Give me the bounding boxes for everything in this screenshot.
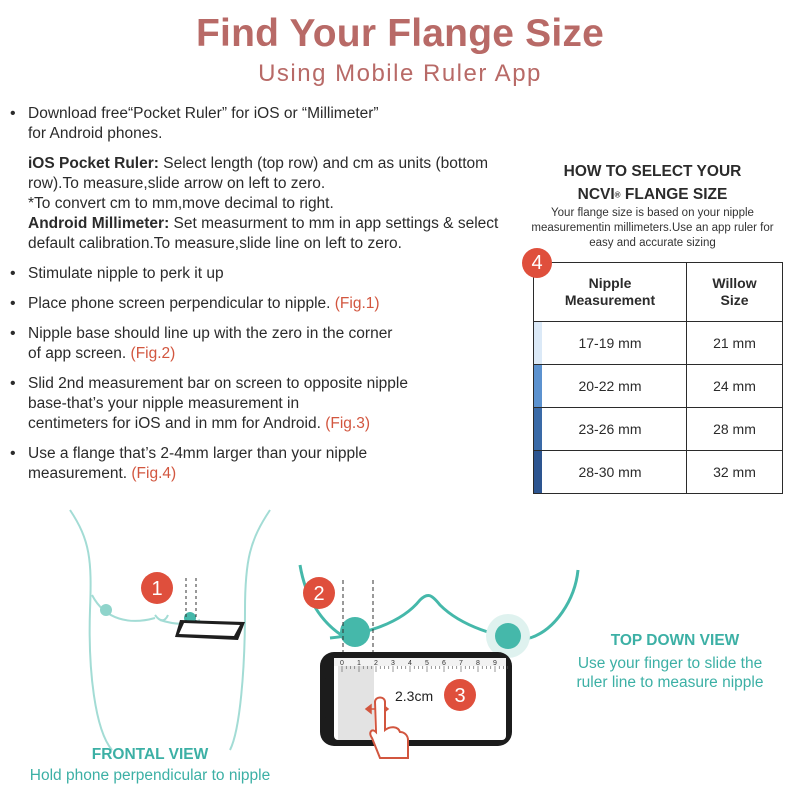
page-title: Find Your Flange Size xyxy=(196,12,604,55)
topdown-view-title: TOP DOWN VIEW xyxy=(610,632,740,649)
instruction-line-up xyxy=(10,324,515,364)
size-guide-description: Your flange size is based on your nipple measurementin millimeters.Use an app ruler for easy and accurate sizing xyxy=(531,207,774,249)
ruler-tick-label: 0 xyxy=(340,660,344,667)
ios-text: Select length (top row) and cm as units (bottom row).To measure,slide arrow on left to zero. xyxy=(28,155,489,192)
nipple-cell: 20-22 mm xyxy=(534,365,687,408)
cleavage-line xyxy=(155,615,168,620)
table-row xyxy=(534,322,783,365)
torso-left-edge xyxy=(70,510,112,750)
fig4-badge: 4 xyxy=(522,248,552,278)
size-cell: 21 mm xyxy=(687,322,783,365)
size-cell: 24 mm xyxy=(687,365,783,408)
ruler-tick-label: 5 xyxy=(425,660,429,667)
ios-note: *To convert cm to mm,move decimal to right. xyxy=(28,195,334,212)
ruler-tick-label: 7 xyxy=(459,660,463,667)
instruction-text: Nipple base should line up with the zero in the corner xyxy=(28,325,393,342)
svg-text:2: 2 xyxy=(313,583,325,605)
instruction-download xyxy=(10,104,515,144)
nipple-cell: 23-26 mm xyxy=(534,408,687,451)
fig3-badge xyxy=(444,679,476,711)
size-table xyxy=(533,262,783,494)
left-nipple xyxy=(100,604,112,616)
table-row xyxy=(534,408,783,451)
ruler-tick-label: 8 xyxy=(476,660,480,667)
instruction-slide-bar xyxy=(10,374,515,434)
nipple-cell: 17-19 mm xyxy=(534,322,687,365)
measurement-readout: 2.3cm xyxy=(395,688,434,704)
brand-name: NCVI xyxy=(577,186,615,203)
topdown-view-desc xyxy=(550,654,790,692)
instruction-text: for Android phones. xyxy=(28,125,163,142)
svg-text:1: 1 xyxy=(151,578,163,600)
registered-mark: ® xyxy=(614,190,621,200)
ios-label: iOS Pocket Ruler: xyxy=(28,155,159,172)
page-subtitle: Using Mobile Ruler App xyxy=(258,60,542,87)
android-label: Android Millimeter: xyxy=(28,215,170,232)
fig-ref: (Fig.1) xyxy=(334,295,380,312)
ruler-tick-label: 3 xyxy=(391,660,395,667)
table-row xyxy=(534,451,783,494)
fig-ref: (Fig.3) xyxy=(325,415,370,432)
nipple-cell: 28-30 mm xyxy=(534,451,687,494)
instruction-text: base-that’s your nipple measurement in xyxy=(28,395,300,412)
instruction-text: Use a flange that’s 2-4mm larger than your nipple xyxy=(28,445,368,462)
col-header-nipple: Nipple Measurement xyxy=(534,263,687,322)
instruction-app-details xyxy=(10,154,515,254)
topdown-desc-line2: ruler line to measure nipple xyxy=(576,674,764,691)
topdown-left-nipple xyxy=(340,617,370,647)
instruction-flange xyxy=(10,444,515,484)
frontal-view-desc: Hold phone perpendicular to nipple xyxy=(29,767,271,784)
android-text: Set measurment to mm in app settings & select default calibration.To measure,slide line on left to zero. xyxy=(28,215,499,252)
instruction-stimulate xyxy=(10,264,515,284)
fig-ref: (Fig.4) xyxy=(131,465,177,482)
frontal-view-title: FRONTAL VIEW xyxy=(91,746,209,763)
size-guide-title: HOW TO SELECT YOUR xyxy=(563,163,742,180)
svg-text:3: 3 xyxy=(454,685,466,707)
fig2-badge xyxy=(303,577,335,609)
table-header-row xyxy=(534,263,783,322)
topdown-desc-line1: Use your finger to slide the xyxy=(577,655,763,672)
size-cell: 32 mm xyxy=(687,451,783,494)
instruction-text: of app screen. xyxy=(28,345,131,362)
ruler-tick-label: 4 xyxy=(408,660,412,667)
ruler-tick-label: 9 xyxy=(493,660,497,667)
col-header-willow: Willow Size xyxy=(687,263,783,322)
size-cell: 28 mm xyxy=(687,408,783,451)
ruler-tick-label: 6 xyxy=(442,660,446,667)
table-row xyxy=(534,365,783,408)
size-guide-title-rest: FLANGE SIZE xyxy=(620,186,728,203)
instruction-text: Download free“Pocket Ruler” for iOS or “Millimeter” xyxy=(28,105,379,122)
instructions-list xyxy=(10,104,515,494)
instruction-text: Slid 2nd measurement bar on screen to opposite nipple xyxy=(28,375,408,392)
instruction-text: Place phone screen perpendicular to nipple. xyxy=(28,295,335,312)
size-guide-title-2 xyxy=(530,186,775,204)
instruction-text: measurement. xyxy=(28,465,132,482)
frontal-phone xyxy=(175,620,245,640)
fig1-badge xyxy=(141,572,173,604)
instruction-text: Stimulate nipple to perk it up xyxy=(28,265,224,282)
topdown-right-nipple xyxy=(495,623,521,649)
fig-ref: (Fig.2) xyxy=(130,345,176,362)
instruction-place-phone xyxy=(10,294,515,314)
instruction-text: centimeters for iOS and in mm for Android. xyxy=(28,415,326,432)
breast-right-side xyxy=(530,570,578,638)
ruler-tick-label: 2 xyxy=(374,660,378,667)
ruler-tick-label: 1 xyxy=(357,660,361,667)
